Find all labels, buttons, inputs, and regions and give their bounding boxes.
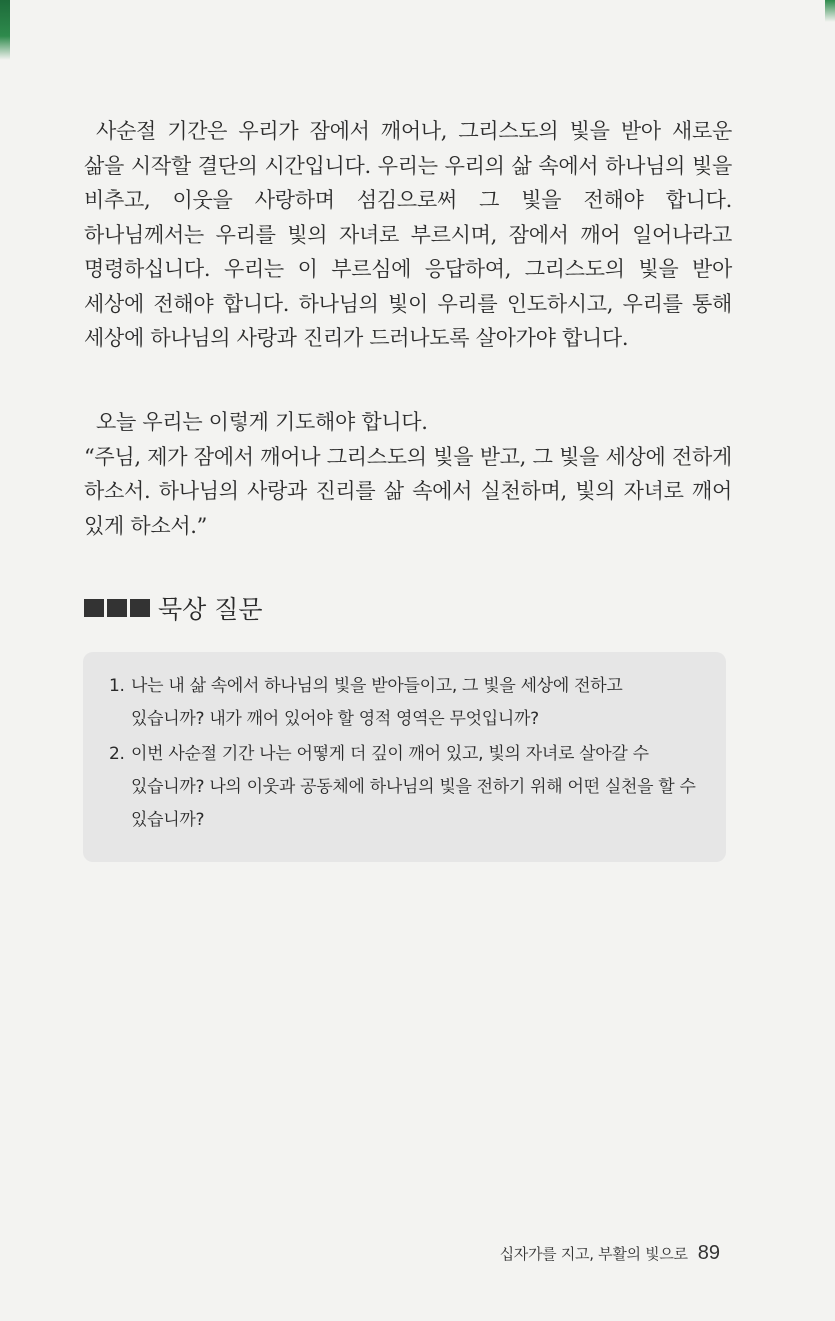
question-item (109, 670, 700, 736)
question-text: 이번 사순절 기간 나는 어떻게 더 깊이 깨어 있고, 빛의 자녀로 살아갈 수 있습니까? 나의 이웃과 공동체에 하나님의 빛을 전하기 위해 어떤 실천을 할 수 있습니까? (131, 744, 696, 830)
prayer-intro: 오늘 우리는 이렇게 기도해야 합니다. (96, 410, 428, 434)
section-heading (84, 590, 263, 626)
heading-squares-icon (84, 599, 150, 617)
question-number: 1. (109, 676, 125, 696)
cover-edge-right (825, 0, 835, 22)
page-footer (500, 1242, 720, 1265)
question-item (109, 738, 700, 837)
question-box (83, 652, 726, 862)
prayer-text: “주님, 제가 잠에서 깨어나 그리스도의 빛을 받고, 그 빛을 세상에 전하게 하소서. 하나님의 사랑과 진리를 삶 속에서 실천하며, 빛의 자녀로 깨어 있게 하소서.” (84, 444, 732, 538)
question-number: 2. (109, 744, 125, 764)
question-text: 나는 내 삶 속에서 하나님의 빛을 받아들이고, 그 빛을 세상에 전하고 있습니까? 내가 깨어 있어야 할 영적 영역은 무엇입니까? (131, 676, 623, 729)
prayer-block (84, 405, 732, 543)
page-number: 89 (697, 1242, 720, 1264)
running-title: 십자가를 지고, 부활의 빛으로 (499, 1245, 688, 1263)
section-heading-label: 묵상 질문 (158, 595, 263, 624)
body-paragraph: 사순절 기간은 우리가 잠에서 깨어나, 그리스도의 빛을 받아 새로운 삶을 시작할 결단의 시간입니다. 우리는 우리의 삶 속에서 하나님의 빛을 비추고, 이웃을 사랑하며 섬김으로써 그 빛을 전해야 합니다. 하나님께서는 우리를 빛의 자녀로 부르시며, 잠에서 깨어 일어나라고 명령하십니다. 우리는 이 부르심에 응답하여, 그리스도의 빛을 받아 세상에 전해야 합니다. 하나님의 빛이 우리를 인도하시고, 우리를 통해 세상에 하나님의 사랑과 진리가 드러나도록 살아가야 합니다. (84, 119, 732, 350)
cover-edge (0, 0, 10, 60)
